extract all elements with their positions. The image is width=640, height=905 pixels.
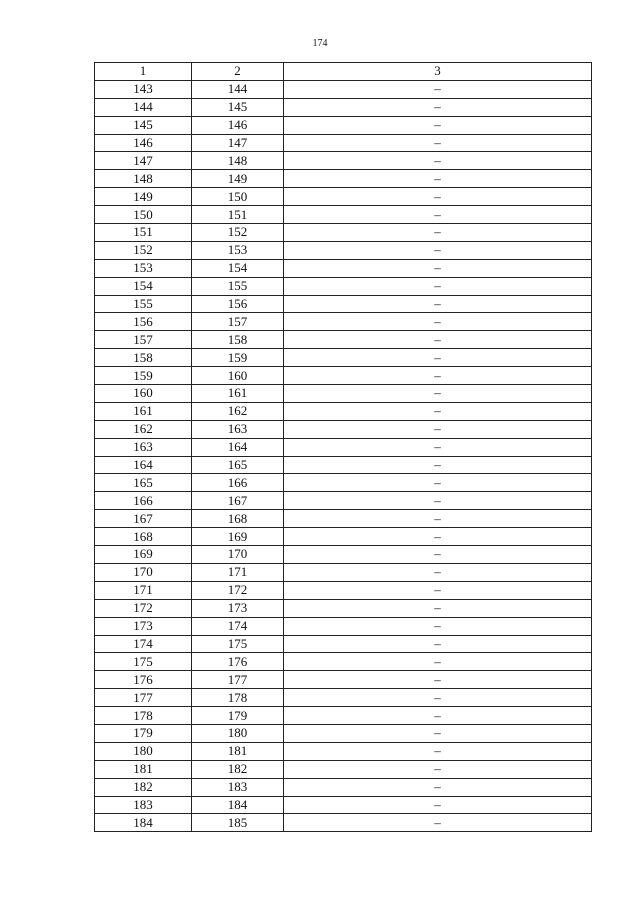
- table-row: [95, 438, 592, 456]
- table-cell-col-1: 170: [95, 563, 192, 581]
- table-row: [95, 152, 592, 170]
- table-cell-col-1: 166: [95, 492, 192, 510]
- table-cell-col-1: 172: [95, 599, 192, 617]
- table-cell-col-2: 159: [192, 349, 284, 367]
- table-row: [95, 653, 592, 671]
- table-cell-col-1: 149: [95, 188, 192, 206]
- table-row: [95, 277, 592, 295]
- table-row: [95, 313, 592, 331]
- table-row: [95, 492, 592, 510]
- table-cell-col-3: –: [284, 492, 592, 510]
- table-row: [95, 671, 592, 689]
- table-cell-col-1: 163: [95, 438, 192, 456]
- table-cell-col-1: 150: [95, 206, 192, 224]
- column-header-2: 2: [192, 63, 284, 81]
- table-cell-col-3: –: [284, 528, 592, 546]
- table-cell-col-1: 173: [95, 617, 192, 635]
- table-cell-col-1: 168: [95, 528, 192, 546]
- table-cell-col-1: 155: [95, 295, 192, 313]
- table-cell-col-3: –: [284, 653, 592, 671]
- table-cell-col-3: –: [284, 224, 592, 242]
- table-cell-col-1: 144: [95, 98, 192, 116]
- table-cell-col-3: –: [284, 349, 592, 367]
- table-row: [95, 385, 592, 403]
- table-cell-col-3: –: [284, 367, 592, 385]
- table-cell-col-2: 164: [192, 438, 284, 456]
- table-cell-col-3: –: [284, 313, 592, 331]
- table-row: [95, 98, 592, 116]
- table-cell-col-2: 161: [192, 385, 284, 403]
- table-cell-col-2: 170: [192, 546, 284, 564]
- table-cell-col-3: –: [284, 116, 592, 134]
- table-cell-col-3: –: [284, 724, 592, 742]
- table-cell-col-3: –: [284, 581, 592, 599]
- table-cell-col-2: 162: [192, 402, 284, 420]
- page-number: 174: [312, 38, 328, 49]
- table-cell-col-2: 183: [192, 778, 284, 796]
- table-cell-col-1: 175: [95, 653, 192, 671]
- data-table: [94, 62, 592, 832]
- table-cell-col-2: 150: [192, 188, 284, 206]
- table-cell-col-2: 144: [192, 80, 284, 98]
- table-cell-col-3: –: [284, 742, 592, 760]
- table-cell-col-2: 178: [192, 689, 284, 707]
- table-row: [95, 224, 592, 242]
- table-row: [95, 599, 592, 617]
- table-row: [95, 796, 592, 814]
- table-cell-col-3: –: [284, 98, 592, 116]
- table-cell-col-1: 161: [95, 402, 192, 420]
- table-cell-col-2: 181: [192, 742, 284, 760]
- table-cell-col-2: 148: [192, 152, 284, 170]
- table-cell-col-1: 174: [95, 635, 192, 653]
- table-row: [95, 707, 592, 725]
- table-body: [95, 63, 592, 832]
- table-row: [95, 367, 592, 385]
- table-row: [95, 742, 592, 760]
- table-cell-col-3: –: [284, 635, 592, 653]
- table-cell-col-2: 171: [192, 563, 284, 581]
- table-row: [95, 760, 592, 778]
- table-cell-col-1: 184: [95, 814, 192, 832]
- table-cell-col-2: 153: [192, 241, 284, 259]
- table-cell-col-2: 151: [192, 206, 284, 224]
- table-cell-col-2: 163: [192, 420, 284, 438]
- table-cell-col-1: 146: [95, 134, 192, 152]
- table-cell-col-2: 180: [192, 724, 284, 742]
- table-cell-col-1: 153: [95, 259, 192, 277]
- table-cell-col-1: 157: [95, 331, 192, 349]
- table-cell-col-2: 172: [192, 581, 284, 599]
- table-cell-col-2: 179: [192, 707, 284, 725]
- table-row: [95, 563, 592, 581]
- table-cell-col-2: 184: [192, 796, 284, 814]
- table-cell-col-1: 177: [95, 689, 192, 707]
- table-row: [95, 510, 592, 528]
- table-cell-col-3: –: [284, 420, 592, 438]
- table-cell-col-3: –: [284, 241, 592, 259]
- table-cell-col-1: 183: [95, 796, 192, 814]
- table-cell-col-2: 158: [192, 331, 284, 349]
- table-cell-col-3: –: [284, 456, 592, 474]
- table-cell-col-2: 185: [192, 814, 284, 832]
- table-cell-col-3: –: [284, 599, 592, 617]
- table-cell-col-3: –: [284, 546, 592, 564]
- table-cell-col-2: 168: [192, 510, 284, 528]
- table-row: [95, 456, 592, 474]
- table-cell-col-1: 143: [95, 80, 192, 98]
- table-row: [95, 116, 592, 134]
- table-cell-col-3: –: [284, 510, 592, 528]
- table-cell-col-1: 162: [95, 420, 192, 438]
- table-cell-col-2: 160: [192, 367, 284, 385]
- table-cell-col-3: –: [284, 295, 592, 313]
- table-cell-col-3: –: [284, 331, 592, 349]
- table-cell-col-2: 167: [192, 492, 284, 510]
- table-cell-col-2: 156: [192, 295, 284, 313]
- table-cell-col-1: 154: [95, 277, 192, 295]
- table-cell-col-2: 149: [192, 170, 284, 188]
- table-cell-col-1: 156: [95, 313, 192, 331]
- table-row: [95, 635, 592, 653]
- table-row: [95, 420, 592, 438]
- table-cell-col-3: –: [284, 170, 592, 188]
- table-cell-col-1: 158: [95, 349, 192, 367]
- table-cell-col-2: 175: [192, 635, 284, 653]
- table-cell-col-1: 179: [95, 724, 192, 742]
- table-cell-col-1: 160: [95, 385, 192, 403]
- table-row: [95, 689, 592, 707]
- table-cell-col-1: 182: [95, 778, 192, 796]
- table-cell-col-1: 167: [95, 510, 192, 528]
- table-cell-col-3: –: [284, 707, 592, 725]
- table-cell-col-3: –: [284, 689, 592, 707]
- table-cell-col-1: 148: [95, 170, 192, 188]
- table-row: [95, 349, 592, 367]
- table-cell-col-2: 145: [192, 98, 284, 116]
- table-row: [95, 546, 592, 564]
- table-cell-col-3: –: [284, 796, 592, 814]
- table-cell-col-3: –: [284, 778, 592, 796]
- table-header-row: [95, 63, 592, 81]
- table-row: [95, 259, 592, 277]
- table-cell-col-3: –: [284, 563, 592, 581]
- table-cell-col-1: 165: [95, 474, 192, 492]
- table-cell-col-3: –: [284, 814, 592, 832]
- table-cell-col-2: 182: [192, 760, 284, 778]
- table-cell-col-1: 171: [95, 581, 192, 599]
- table-cell-col-1: 180: [95, 742, 192, 760]
- table-cell-col-3: –: [284, 80, 592, 98]
- table-row: [95, 331, 592, 349]
- table-cell-col-1: 159: [95, 367, 192, 385]
- table-row: [95, 581, 592, 599]
- table-cell-col-1: 164: [95, 456, 192, 474]
- table-cell-col-3: –: [284, 760, 592, 778]
- table-cell-col-2: 169: [192, 528, 284, 546]
- table-row: [95, 724, 592, 742]
- table-row: [95, 528, 592, 546]
- table-cell-col-2: 173: [192, 599, 284, 617]
- table-row: [95, 474, 592, 492]
- table-cell-col-3: –: [284, 617, 592, 635]
- table-cell-col-2: 152: [192, 224, 284, 242]
- table-cell-col-3: –: [284, 671, 592, 689]
- table-cell-col-1: 147: [95, 152, 192, 170]
- table-cell-col-2: 165: [192, 456, 284, 474]
- table-cell-col-1: 145: [95, 116, 192, 134]
- table-row: [95, 80, 592, 98]
- table-cell-col-2: 157: [192, 313, 284, 331]
- table-cell-col-2: 174: [192, 617, 284, 635]
- table-cell-col-2: 176: [192, 653, 284, 671]
- column-header-1: 1: [95, 63, 192, 81]
- table-cell-col-2: 177: [192, 671, 284, 689]
- table-cell-col-1: 181: [95, 760, 192, 778]
- table-row: [95, 295, 592, 313]
- table-row: [95, 134, 592, 152]
- table-cell-col-3: –: [284, 385, 592, 403]
- table-cell-col-3: –: [284, 188, 592, 206]
- table-cell-col-3: –: [284, 134, 592, 152]
- table-row: [95, 170, 592, 188]
- table-cell-col-2: 147: [192, 134, 284, 152]
- table-cell-col-2: 155: [192, 277, 284, 295]
- table-cell-col-1: 176: [95, 671, 192, 689]
- table-cell-col-2: 146: [192, 116, 284, 134]
- table-cell-col-3: –: [284, 438, 592, 456]
- table-cell-col-3: –: [284, 474, 592, 492]
- table-cell-col-3: –: [284, 152, 592, 170]
- table-row: [95, 206, 592, 224]
- table-cell-col-3: –: [284, 206, 592, 224]
- table-cell-col-1: 169: [95, 546, 192, 564]
- table-row: [95, 778, 592, 796]
- table-cell-col-1: 178: [95, 707, 192, 725]
- table-row: [95, 188, 592, 206]
- table-row: [95, 241, 592, 259]
- table-cell-col-2: 154: [192, 259, 284, 277]
- table-row: [95, 617, 592, 635]
- table-cell-col-3: –: [284, 259, 592, 277]
- table-row: [95, 814, 592, 832]
- column-header-3: 3: [284, 63, 592, 81]
- table-cell-col-3: –: [284, 277, 592, 295]
- table-cell-col-3: –: [284, 402, 592, 420]
- table-cell-col-1: 152: [95, 241, 192, 259]
- table-row: [95, 402, 592, 420]
- table-cell-col-2: 166: [192, 474, 284, 492]
- table-cell-col-1: 151: [95, 224, 192, 242]
